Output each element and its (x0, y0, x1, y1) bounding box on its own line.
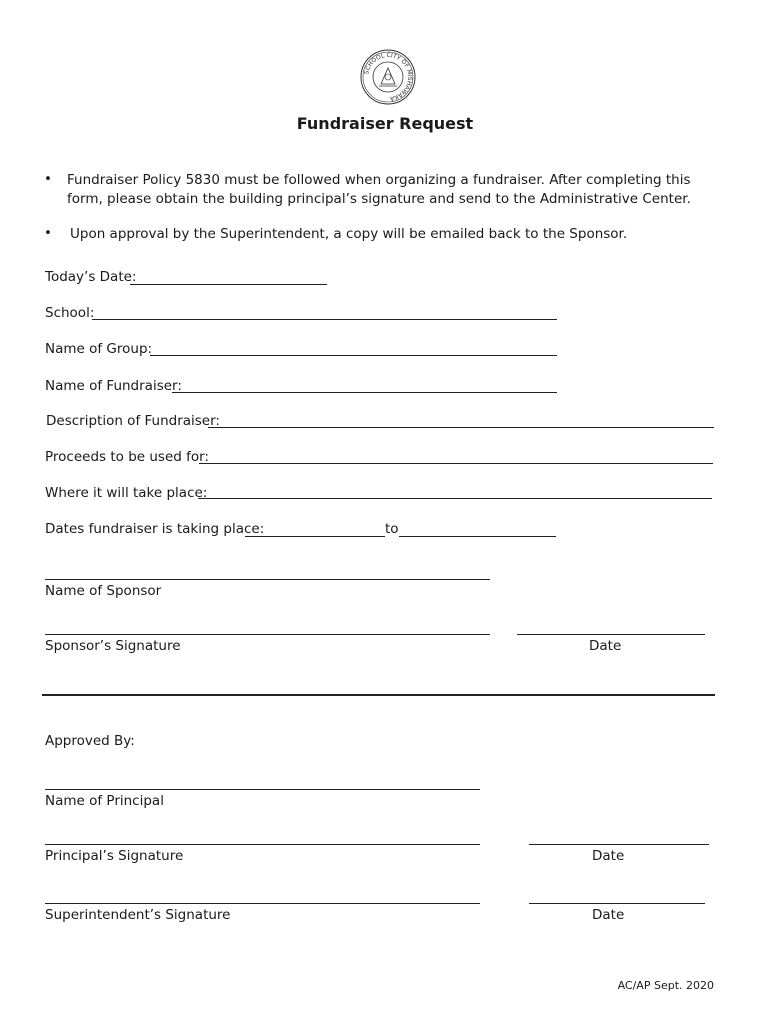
principal-signature-label: Principal’s Signature (45, 848, 184, 864)
todays-date-field[interactable] (130, 284, 327, 285)
where-field[interactable] (198, 498, 712, 499)
to-label: to (385, 521, 399, 537)
name-of-group-label: Name of Group: (45, 341, 153, 357)
start-date-field[interactable] (245, 536, 385, 537)
school-label: School: (45, 305, 95, 321)
superintendent-signature-line[interactable] (45, 903, 480, 904)
principal-name-label: Name of Principal (45, 793, 164, 809)
description-field[interactable] (208, 427, 714, 428)
sponsor-date-label: Date (589, 638, 622, 654)
principal-signature-line[interactable] (45, 844, 480, 845)
name-of-fundraiser-field[interactable] (172, 392, 557, 393)
footer-revision: AC/AP Sept. 2020 (617, 979, 714, 992)
page-title: Fundraiser Request (296, 114, 474, 133)
bullet-text-approval: Upon approval by the Superintendent, a copy will be emailed back to the Sponsor. (70, 226, 628, 242)
sponsor-date-line[interactable] (517, 634, 705, 635)
sponsor-name-line[interactable] (45, 579, 490, 580)
superintendent-date-label: Date (592, 907, 625, 923)
school-field[interactable] (92, 319, 557, 320)
seal-ring-text: SCHOOL CITY OF MISHAWAKA (363, 51, 414, 102)
school-city-seal (359, 48, 417, 106)
principal-name-line[interactable] (45, 789, 480, 790)
svg-text:SCHOOL CITY OF MISHAWAKA (363, 52, 413, 102)
proceeds-label: Proceeds to be used for: (45, 449, 209, 465)
principal-date-line[interactable] (529, 844, 709, 845)
section-divider (42, 694, 715, 696)
name-of-group-field[interactable] (150, 355, 557, 356)
sponsor-signature-label: Sponsor’s Signature (45, 638, 181, 654)
sponsor-signature-line[interactable] (45, 634, 490, 635)
principal-date-label: Date (592, 848, 625, 864)
dates-label: Dates fundraiser is taking place: (45, 521, 265, 537)
superintendent-signature-label: Superintendent’s Signature (45, 907, 231, 923)
name-of-fundraiser-label: Name of Fundraiser: (45, 378, 182, 394)
sponsor-name-label: Name of Sponsor (45, 583, 162, 599)
end-date-field[interactable] (399, 536, 556, 537)
bullet-text-policy: Fundraiser Policy 5830 must be followed when organizing a fundraiser. After completing this form, please obtain the building principal’s signature and send to the Administrative Center. (67, 172, 691, 207)
bullet-dot: • (44, 225, 52, 241)
proceeds-field[interactable] (199, 463, 713, 464)
description-label: Description of Fundraiser: (46, 413, 220, 429)
approved-by-label: Approved By: (45, 733, 135, 749)
superintendent-date-line[interactable] (529, 903, 705, 904)
where-label: Where it will take place: (45, 485, 208, 501)
todays-date-label: Today’s Date: (45, 269, 137, 285)
bullet-dot: • (44, 171, 52, 187)
